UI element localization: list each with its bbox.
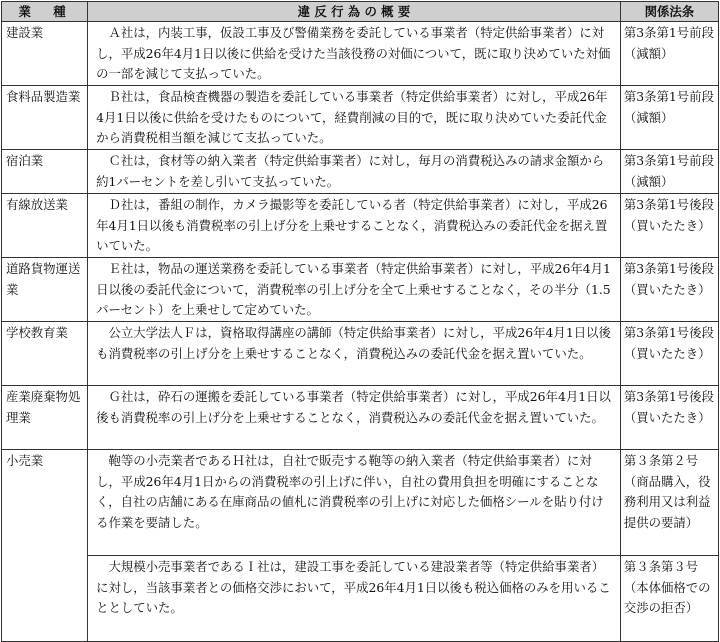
law-cell: 第3条第1号後段（買いたたき） [620, 194, 718, 258]
violation-cell: Ｄ社は，番組の制作，カメラ撮影等を委託している者（特定供給事業者）に対し，平成26年4月1日以後も消費税率の引上げ分を上乗せすることなく，消費税込みの委託代金を据え置いていた。 [88, 194, 621, 258]
violation-cell: 大規模小売事業者であるＩ社は，建設工事を委託している建設業者等（特定供給事業者）に対し，当該事業者との価格交渉において，平成26年4月1日以後も税込価格のみを用いることとしていた。 [88, 556, 621, 642]
violation-cell: Ｃ社は，食材等の納入業者（特定供給事業者）に対し，毎月の消費税込みの請求金額から約1パーセントを差し引いて支払っていた。 [88, 150, 621, 194]
industry-cell: 小売業 [2, 450, 88, 642]
industry-cell: 食料品製造業 [2, 86, 88, 150]
table-row [2, 258, 719, 322]
violation-cell: Ｇ社は，砕石の運搬を委託している事業者（特定供給事業者）に対し，平成26年4月1日以後も消費税率の引上げ分を上乗せすることなく，消費税込みの委託代金を据え置いていた。 [88, 386, 621, 450]
law-cell: 第3条第1号前段（減額） [620, 86, 718, 150]
header-violation: 違 反 行 為 の 概 要 [88, 2, 621, 22]
industry-cell: 有線放送業 [2, 194, 88, 258]
table-row [2, 386, 719, 450]
industry-cell: 産業廃棄物処理業 [2, 386, 88, 450]
violation-cell: Ｅ社は，物品の運送業務を委託している事業者（特定供給事業者）に対し，平成26年4月1日以後の委託代金について，消費税率の引上げ分を全て上乗せすることなく，その半分（1.5パーセント）を上乗せして定めていた。 [88, 258, 621, 322]
header-industry: 業 種 [2, 2, 88, 22]
header-law: 関係法条 [620, 2, 718, 22]
industry-cell: 建設業 [2, 22, 88, 86]
industry-cell: 学校教育業 [2, 322, 88, 386]
law-cell: 第3条第1号後段（買いたたき） [620, 386, 718, 450]
table-row [2, 194, 719, 258]
table-row [2, 22, 719, 86]
violation-cell: Ａ社は，内装工事，仮設工事及び警備業務を委託している事業者（特定供給事業者）に対し，平成26年4月1日以後に供給を受けた当該役務の対価について，既に取り決めていた対価の一部を減じて支払っていた。 [88, 22, 621, 86]
table-row [2, 150, 719, 194]
industry-cell: 道路貨物運送業 [2, 258, 88, 322]
table-row [2, 450, 719, 556]
violation-cell: Ｂ社は，食品検査機器の製造を委託している事業者（特定供給事業者）に対し，平成26年4月1日以後に供給を受けたものについて，経費削減の目的で，既に取り決めていた委託代金から消費税相当額を減じて支払っていた。 [88, 86, 621, 150]
header-row [2, 2, 719, 22]
law-cell: 第3条第1号後段（買いたたき） [620, 258, 718, 322]
violations-table [1, 1, 719, 642]
law-cell: 第3条第1号前段（減額） [620, 22, 718, 86]
violation-cell: 鞄等の小売業者であるＨ社は，自社で販売する鞄等の納入業者（特定供給事業者）に対し，平成26年4月1日からの消費税率の引上げに伴い，自社の費用負担を明確にすることなく，自社の店舗にある在庫商品の値札に消費税率の引上げに対応した価格シールを貼り付ける作業を要請した。 [88, 450, 621, 556]
law-cell: 第３条第２号（商品購入，役務利用又は利益提供の要請） [620, 450, 718, 556]
table-row [2, 322, 719, 386]
table-row [2, 86, 719, 150]
law-cell: 第３条第３号（本体価格での交渉の拒否） [620, 556, 718, 642]
industry-cell: 宿泊業 [2, 150, 88, 194]
violation-cell: 公立大学法人Ｆは，資格取得講座の講師（特定供給事業者）に対し，平成26年4月1日以後も消費税率の引上げ分を上乗せすることなく，消費税込みの委託代金を据え置いていた。 [88, 322, 621, 386]
law-cell: 第3条第1号前段（減額） [620, 150, 718, 194]
law-cell: 第3条第1号後段（買いたたき） [620, 322, 718, 386]
table-row [2, 556, 719, 642]
